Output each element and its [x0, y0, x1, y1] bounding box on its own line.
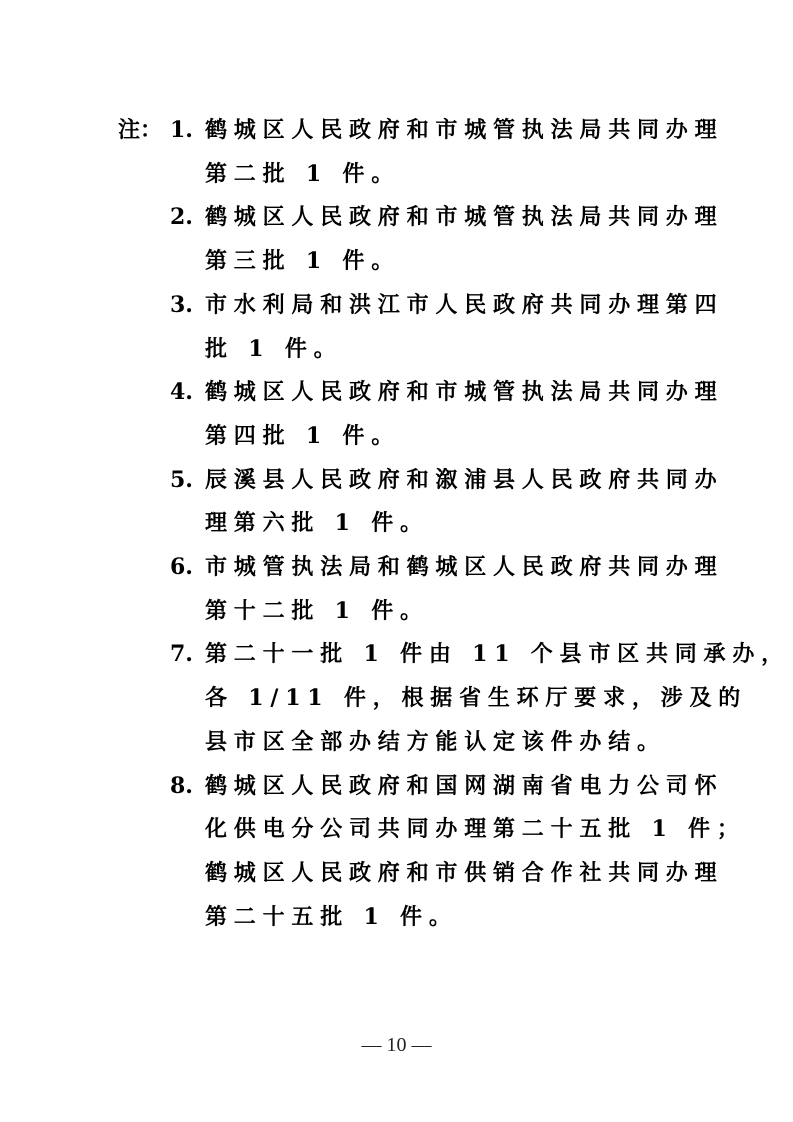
note-number: 3.	[170, 291, 193, 318]
note-item-line	[0, 199, 793, 235]
note-text: 化供电分公司共同办理第二十五批 1 件；	[205, 816, 746, 843]
note-text: 鹤城区人民政府和国网湖南省电力公司怀	[205, 772, 724, 799]
note-item-continuation	[0, 331, 793, 367]
note-number: 7.	[170, 641, 193, 668]
note-item-line	[0, 374, 793, 410]
note-text: 第二十一批 1 件由 11 个县市区共同承办，	[205, 641, 790, 668]
note-item-continuation	[0, 855, 793, 891]
page-number: — 10 —	[361, 1034, 432, 1056]
note-item-line	[0, 768, 793, 804]
note-number: 5.	[170, 466, 193, 493]
note-item-continuation	[0, 811, 793, 847]
note-text: 第二批 1 件。	[205, 160, 401, 187]
note-item-continuation	[0, 243, 793, 279]
note-text: 第四批 1 件。	[205, 422, 401, 449]
note-text: 鹤城区人民政府和市供销合作社共同办理	[205, 859, 724, 886]
note-text: 理第六批 1 件。	[205, 510, 429, 537]
note-item-line	[0, 112, 793, 148]
note-prefix: 注：	[118, 117, 163, 143]
note-text: 第三批 1 件。	[205, 248, 401, 275]
note-item-line	[0, 462, 793, 498]
note-text: 鹤城区人民政府和市城管执法局共同办理	[205, 204, 724, 231]
note-item-continuation	[0, 899, 793, 935]
note-text: 第十二批 1 件。	[205, 597, 429, 624]
note-text: 市水利局和洪江市人民政府共同办理第四	[205, 291, 724, 318]
note-text: 鹤城区人民政府和市城管执法局共同办理	[205, 117, 724, 143]
note-number: 2.	[170, 204, 193, 231]
note-number: 8.	[170, 772, 193, 799]
note-text: 县市区全部办结方能认定该件办结。	[205, 728, 666, 755]
note-item-continuation	[0, 505, 793, 541]
note-item-continuation	[0, 156, 793, 192]
note-number: 4.	[170, 379, 193, 406]
note-text: 各 1/11 件，根据省生环厅要求，涉及的	[205, 685, 748, 712]
note-item-continuation	[0, 680, 793, 716]
note-item-continuation	[0, 724, 793, 760]
note-text: 辰溪县人民政府和溆浦县人民政府共同办	[205, 466, 724, 493]
note-text: 批 1 件。	[205, 335, 343, 362]
note-item-continuation	[0, 593, 793, 629]
note-number: 6.	[170, 554, 193, 580]
note-text: 市城管执法局和鹤城区人民政府共同办理	[205, 554, 724, 580]
note-item-line	[0, 287, 793, 323]
note-text: 第二十五批 1 件。	[205, 903, 458, 930]
note-text: 鹤城区人民政府和市城管执法局共同办理	[205, 379, 724, 406]
note-item-line	[0, 636, 793, 672]
note-item-line	[0, 549, 793, 585]
note-item-continuation	[0, 418, 793, 454]
note-number: 1.	[170, 117, 193, 143]
